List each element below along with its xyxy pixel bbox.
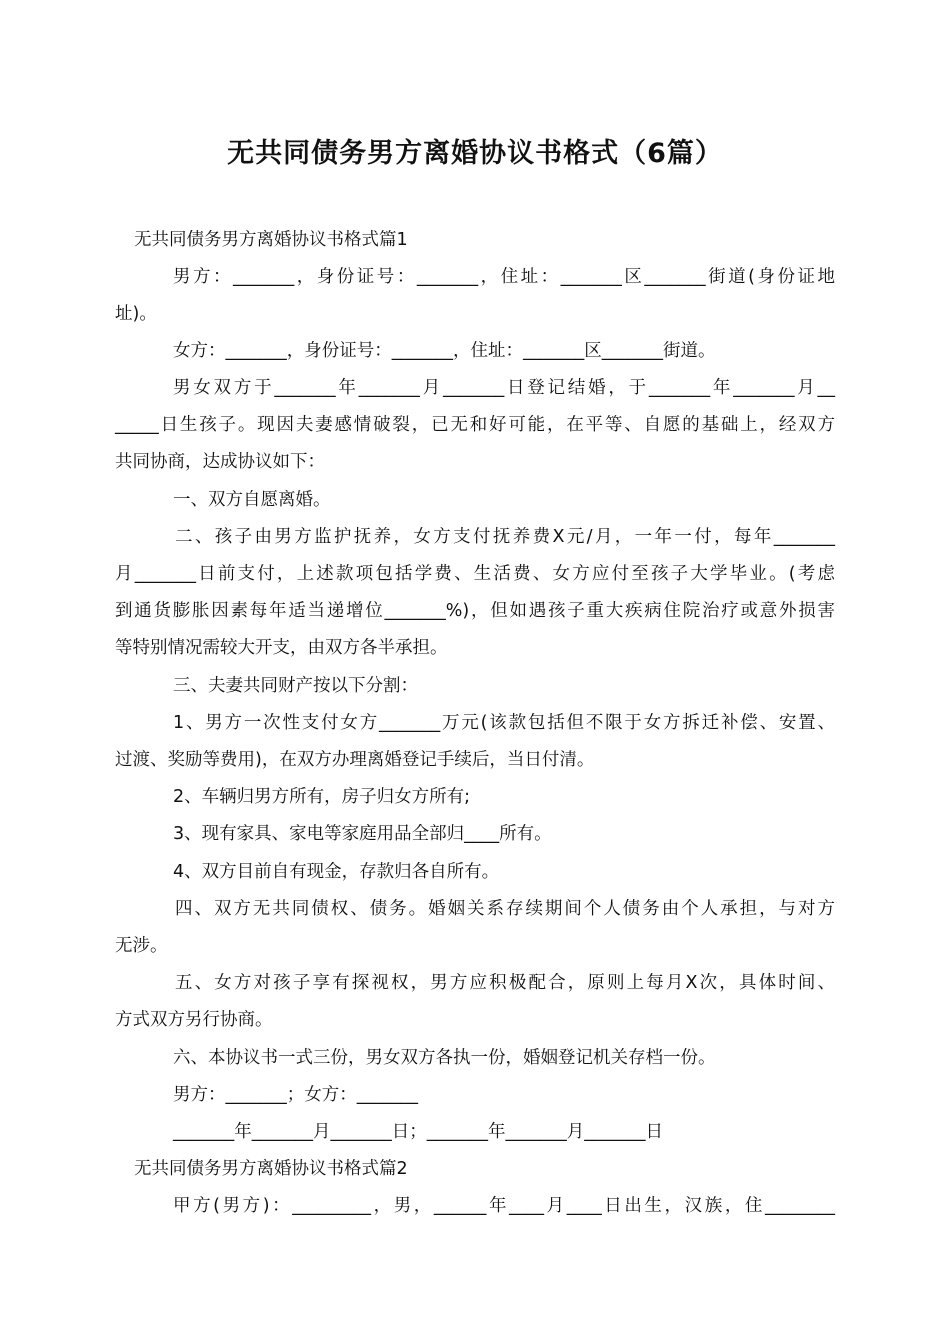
date-line: _______年_______月_______日；_______年_______月_______日 [173, 1122, 663, 1142]
clause-3: 三、夫妻共同财产按以下分割： [173, 676, 418, 696]
paragraph-line: 等特别情况需较大开支，由双方各半承担。 [115, 638, 448, 658]
paragraph-line: 址)。 [115, 304, 157, 324]
paragraph-line: 共同协商，达成协议如下： [115, 452, 325, 472]
paragraph-line: 男方：_______，身份证号：_______，住址：_______区_______街道(身份证地 [173, 267, 835, 287]
paragraph-line: 女方：_______，身份证号：_______，住址：_______区_______街道。 [173, 341, 716, 361]
section-heading-2: 无共同债务男方离婚协议书格式篇2 [134, 1159, 408, 1179]
paragraph-line: 过渡、奖励等费用)，在双方办理离婚登记手续后，当日付清。 [115, 750, 595, 770]
clause-1: 一、双方自愿离婚。 [173, 490, 331, 510]
paragraph-line: 月_______日前支付，上述款项包括学费、生活费、女方应付至孩子大学毕业。(考虑 [115, 564, 835, 584]
sub-clause-1: 1、男方一次性支付女方_______万元(该款包括但不限于女方拆迁补偿、安置、 [173, 713, 835, 733]
section-heading-1: 无共同债务男方离婚协议书格式篇1 [134, 230, 408, 250]
paragraph-line: 男女双方于_______年_______月_______日登记结婚，于_______年_______月__ [173, 378, 835, 398]
sub-clause-3: 3、现有家具、家电等家庭用品全部归____所有。 [173, 824, 552, 844]
document-title: 无共同债务男方离婚协议书格式（6篇） [227, 138, 723, 169]
sub-clause-2: 2、车辆归男方所有，房子归女方所有; [173, 787, 471, 807]
clause-4: 四、双方无共同债权、债务。婚姻关系存续期间个人债务由个人承担，与对方 [175, 899, 835, 919]
clause-2: 二、孩子由男方监护抚养，女方支付抚养费X元/月，一年一付，每年_______ [175, 527, 835, 547]
sub-clause-4: 4、双方目前自有现金，存款归各自所有。 [173, 862, 500, 882]
paragraph-line: 方式双方另行协商。 [115, 1010, 273, 1030]
paragraph-line: 到通货膨胀因素每年适当递增位_______%)，但如遇孩子重大疾病住院治疗或意外损害 [115, 601, 835, 621]
paragraph-line: _____日生孩子。现因夫妻感情破裂，已无和好可能，在平等、自愿的基础上，经双方 [115, 415, 835, 435]
paragraph-line: 无涉。 [115, 936, 168, 956]
clause-6: 六、本协议书一式三份，男女双方各执一份，婚姻登记机关存档一份。 [173, 1048, 716, 1068]
signature-line: 男方：_______；女方：_______ [173, 1085, 418, 1105]
paragraph-line: 甲方(男方)：_________，男，______年____月____日出生，汉族，住________ [173, 1196, 835, 1216]
clause-5: 五、女方对孩子享有探视权，男方应积极配合，原则上每月X次，具体时间、 [175, 973, 835, 993]
